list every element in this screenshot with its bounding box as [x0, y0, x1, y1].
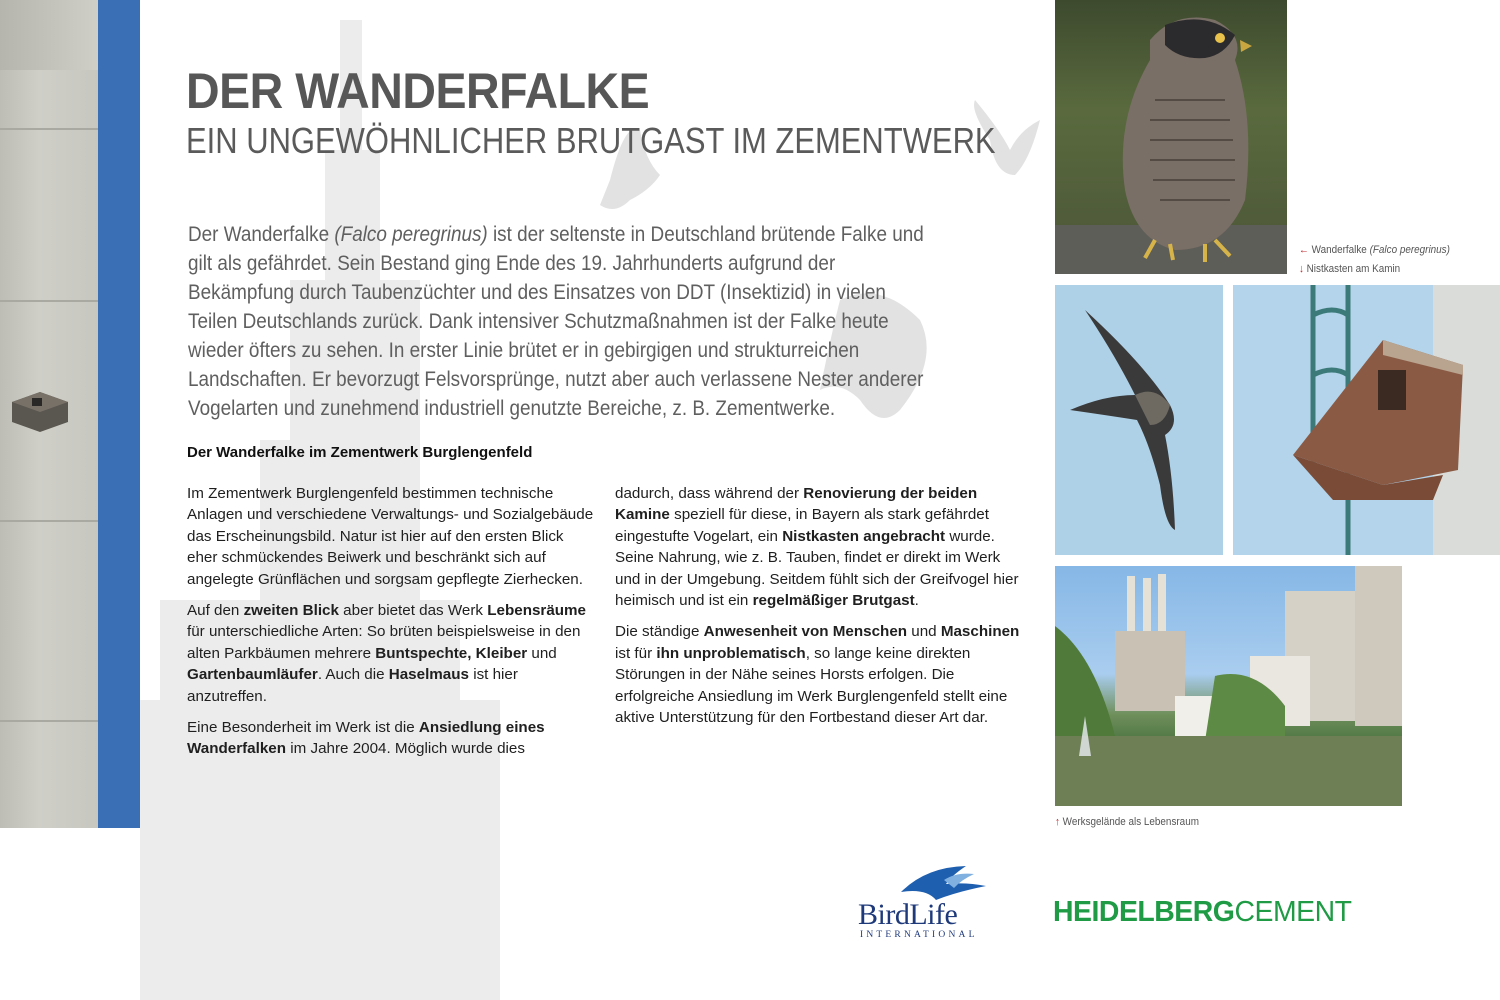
- section-heading: Der Wanderfalke im Zementwerk Burglengenfeld: [187, 444, 533, 461]
- paragraph-5: Die ständige Anwesenheit von Menschen und Maschinen ist für ihn unproblematisch, so lange keine direkten Störungen in der Nähe seines Horsts erfolgen. Die erfolgreiche Ansiedlung im Werk Burglengenfeld stellt eine aktive Unterstützung für den Fortbestand dieser Art dar.: [615, 623, 1020, 727]
- nestbox-on-tower-icon: [10, 388, 70, 436]
- falcon-perched-photo: [1055, 0, 1287, 274]
- paragraph-4: dadurch, dass während der Renovierung der beiden Kamine speziell für diese, in Bayern als stark gefährdet eingestufte Vogelart, ein Nistkasten angebracht wurde. Seine Nahrung, wie z. B. Tauben, findet er direkt im Werk und in der Umgebung. Seitdem fühlt sich der Greifvogel hier heimisch und ist ein regelmäßiger Brutgast.: [615, 485, 1019, 610]
- paragraph-1: Im Zementwerk Burglengenfeld bestimmen technische Anlagen und verschiedene Verwaltungs- und Sozialgebäude das Erscheinungsbild. Natur ist hier auf den ersten Blick eher schmückendes Beiwerk und beschränkt sich auf angelegte Grünflächen und sorgsam gepflegte Zierhecken.: [187, 485, 594, 588]
- page-title: DER WANDERFALKE: [186, 63, 650, 119]
- paragraph-3: Eine Besonderheit im Werk ist die Ansiedlung eines Wanderfalken im Jahre 2004. Möglich wurde dies: [187, 719, 545, 758]
- birdlife-international: INTERNATIONAL: [860, 930, 978, 940]
- text-column-right: [615, 483, 1025, 738]
- arrow-up-icon: ↑: [1055, 816, 1060, 828]
- factory-site-photo: [1055, 566, 1402, 806]
- birdlife-logo: [856, 862, 991, 942]
- page-subtitle: EIN UNGEWÖHNLICHER BRUTGAST IM ZEMENTWERK: [186, 120, 996, 161]
- birdlife-name: BirdLife: [858, 898, 958, 931]
- nestbox-chimney-photo: [1233, 285, 1500, 555]
- caption-site: ↑ Werksgelände als Lebensraum: [1055, 816, 1199, 828]
- text-column-left: [187, 483, 597, 770]
- caption-falcon: ← Wanderfalke (Falco peregrinus): [1299, 244, 1450, 256]
- paragraph-2: Auf den zweiten Blick aber bietet das Werk Lebensräume für unterschiedliche Arten: So brüten beispielsweise in den alten Parkbäumen mehrere Buntspechte, Kleiber und Gartenbaumläufer. Auch die Haselmaus ist hier anzutreffen.: [187, 602, 587, 705]
- birdlife-bird-icon: [896, 862, 988, 902]
- heidelbergcement-logo: HEIDELBERGCEMENT: [1053, 896, 1352, 928]
- falcon-flying-photo: [1055, 285, 1223, 555]
- caption-nestbox: ↓ Nistkasten am Kamin: [1299, 263, 1401, 275]
- species-name: (Falco peregrinus): [334, 223, 488, 246]
- arrow-down-icon: ↓: [1299, 263, 1304, 275]
- silo-tower-photo: [0, 0, 140, 828]
- intro-paragraph: Der Wanderfalke (Falco peregrinus) ist der seltenste in Deutschland brütende Falke und gilt als gefährdet. Sein Bestand ging Ende des 19. Jahrhunderts aufgrund der Bekämpfung durch Taubenzüchter und des Einsatzes von DDT (Insektizid) in vielen Teilen Deutschlands zurück. Dank intensiver Schutzmaßnahmen ist der Falke heute wieder öfters zu sehen. In erster Linie brütet er in gebirgigen und strukturreichen Landschaften. Er bevorzugt Felsvorsprünge, nutzt aber auch verlassene Nester anderer Vogelarten und zunehmend industriell genutzte Bereiche, z. B. Zementwerke.: [188, 223, 924, 420]
- arrow-left-icon: ←: [1299, 244, 1309, 256]
